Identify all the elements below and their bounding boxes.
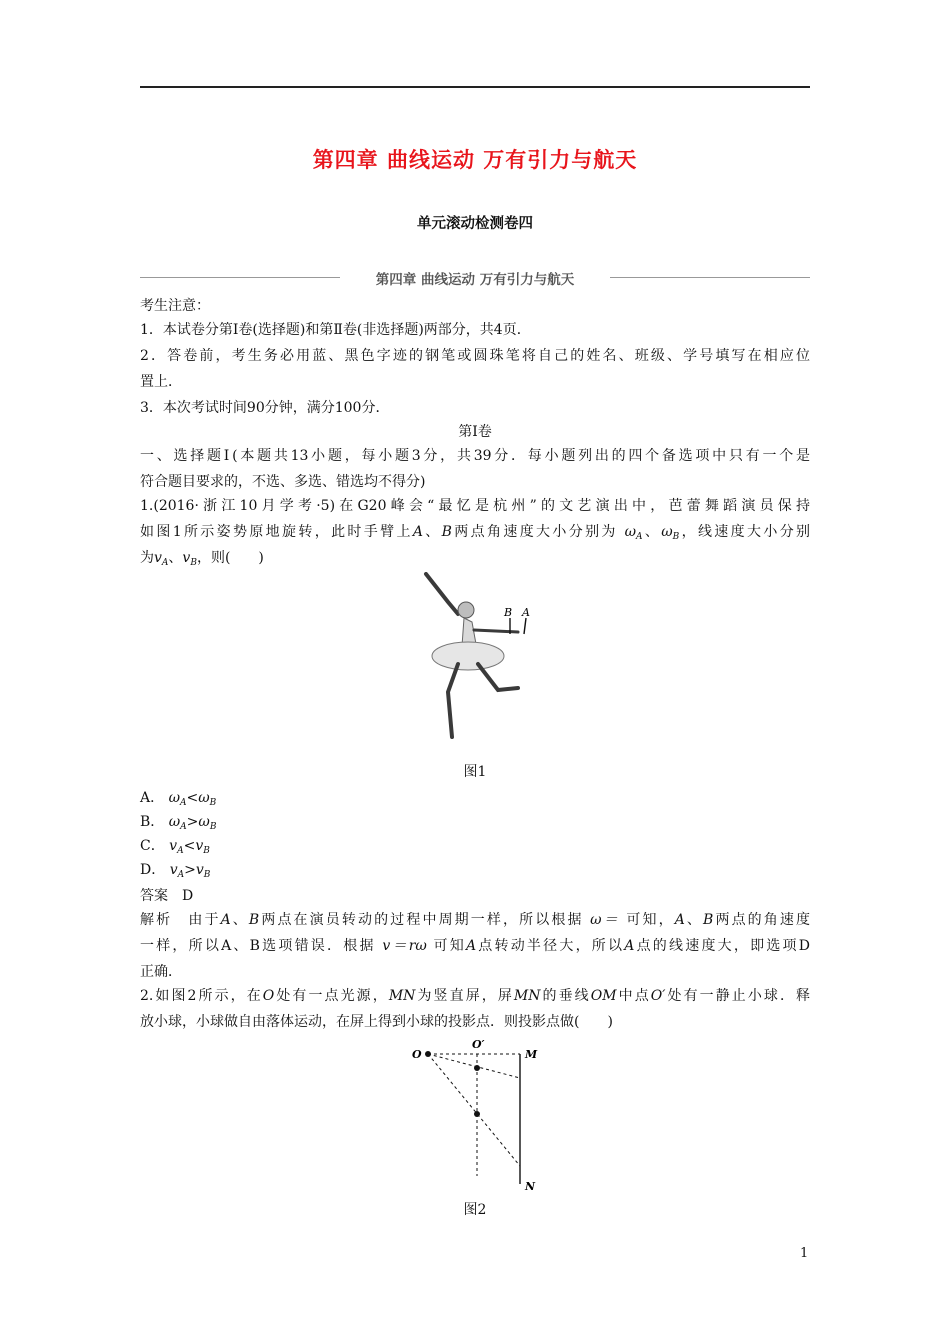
q2-sym: MN	[513, 988, 541, 1004]
option-sub: B	[209, 798, 217, 808]
part1-title: 第Ⅰ卷	[458, 424, 492, 440]
q2-line2: 放小球，小球做自由落体运动，在屏上得到小球的投影点．则投影点做( )	[140, 1014, 613, 1030]
option-sym: ω	[198, 814, 210, 830]
figure2-label-Oprime: O′	[472, 1038, 485, 1051]
q1-sym: B	[441, 524, 452, 540]
option-sub: A	[177, 870, 185, 880]
ballerina-figure	[418, 572, 538, 752]
q1-option-d[interactable]	[140, 860, 210, 885]
analysis-text: 点转动半径大，所以	[476, 938, 625, 954]
separator-line-right	[610, 277, 810, 278]
option-sub: A	[177, 846, 184, 856]
q1-sub: A	[161, 558, 169, 568]
option-sym: v	[169, 862, 178, 878]
q2-text: 中点	[616, 988, 651, 1004]
option-sub: A	[180, 798, 187, 808]
analysis-sym: A	[624, 938, 635, 954]
q1-sub: B	[672, 532, 680, 542]
q2-text: 2.如图2所示，在	[140, 988, 263, 1004]
section1-line2: 符合题目要求的，不选、多选、错选均不得分)	[140, 474, 426, 490]
page-number: 1	[800, 1246, 809, 1261]
q1-text: ，线速度大小分别	[679, 524, 811, 540]
option-sym: ω	[198, 790, 210, 806]
q1-sub: B	[190, 558, 197, 568]
analysis-sym: A	[674, 912, 685, 928]
q1-analysis-line3: 正确．	[140, 964, 182, 980]
figure1-label-A: A	[522, 606, 530, 619]
option-sub: B	[203, 870, 211, 880]
option-label: C．	[140, 838, 165, 854]
analysis-formula: ω＝	[590, 912, 620, 928]
analysis-text: 可知，	[626, 912, 675, 928]
analysis-sym: B	[248, 912, 260, 928]
separator-text: 第四章 曲线运动 万有引力与航天	[375, 272, 575, 288]
analysis-text: 一样，所以A、B选项错误．根据	[140, 938, 376, 954]
figure1-label-B: B	[504, 606, 513, 619]
q2-sym: OM	[590, 988, 617, 1004]
figure2-caption: 图2	[463, 1202, 487, 1218]
q1-sym: v	[182, 550, 191, 566]
q1-sym: ω	[661, 524, 673, 540]
analysis-sym: A	[220, 912, 231, 928]
option-label: A．	[140, 790, 165, 806]
note-item-2-cont: 置上．	[140, 374, 182, 390]
option-sym: v	[195, 838, 204, 854]
header-rule	[140, 86, 810, 88]
q1-option-b[interactable]	[140, 812, 216, 837]
note-item-1: 1．本试卷分第Ⅰ卷(选择题)和第Ⅱ卷(非选择题)两部分，共4页．	[140, 322, 531, 338]
figure2-label-N: N	[525, 1180, 536, 1193]
option-rel: <	[186, 790, 199, 806]
analysis-text: 、	[230, 912, 249, 928]
option-sym: ω	[168, 790, 180, 806]
q1-line1: 1.(2016·浙江10月学考·5)在G20峰会“最忆是杭州”的文艺演出中，芭蕾舞蹈演员保持	[140, 498, 810, 514]
chapter-title: 第四章 曲线运动 万有引力与航天	[312, 148, 638, 172]
analysis-sym: B	[703, 912, 714, 928]
q2-text: 的垂线	[540, 988, 591, 1004]
q1-answer: 答案 D	[140, 888, 194, 904]
q1-text: 、	[422, 524, 442, 540]
option-sym: v	[195, 862, 204, 878]
option-label: D．	[140, 862, 166, 878]
projection-diagram	[404, 1036, 544, 1196]
option-label: B．	[140, 814, 165, 830]
analysis-text: 点的线速度大，即选项D	[634, 938, 811, 954]
figure1-caption: 图1	[463, 764, 487, 780]
notes-heading: 考生注意：	[140, 298, 210, 314]
q1-text: 为	[140, 550, 154, 566]
analysis-formula: v＝rω	[382, 938, 427, 954]
q1-text: 、	[642, 524, 662, 540]
q1-sym: A	[412, 524, 423, 540]
q1-sym: v	[154, 550, 162, 566]
q2-text: 为竖直屏，屏	[415, 988, 514, 1004]
option-rel: >	[184, 862, 196, 878]
q1-text: 如图1所示姿势原地旋转，此时手臂上	[140, 524, 413, 540]
option-sub: A	[180, 822, 187, 832]
analysis-text: 两点的角速度	[713, 912, 811, 928]
q1-option-c[interactable]	[140, 836, 210, 861]
q1-sym: ω	[624, 524, 637, 540]
figure2-label-O: O	[412, 1048, 422, 1061]
q1-text: 、	[168, 550, 183, 566]
option-rel: >	[186, 814, 199, 830]
option-rel: <	[183, 838, 196, 854]
q1-analysis-line2	[140, 936, 810, 956]
q2-sym: O′	[650, 988, 666, 1004]
figure2-label-M: M	[525, 1048, 538, 1061]
analysis-text: 、	[684, 912, 704, 928]
section1-line1: 一、选择题Ⅰ(本题共13小题，每小题3分，共39分．每小题列出的四个备选项中只有一个是	[140, 448, 810, 464]
analysis-text: 可知	[433, 938, 466, 954]
analysis-text: 两点在演员转动的过程中周期一样，所以根据	[259, 912, 584, 928]
analysis-text: 解析 由于	[140, 912, 221, 928]
q1-option-a[interactable]	[140, 788, 216, 813]
option-sub: B	[203, 846, 210, 856]
q2-sym: MN	[388, 988, 416, 1004]
option-sym: ω	[168, 814, 181, 830]
q1-line3	[140, 548, 264, 573]
unit-title: 单元滚动检测卷四	[417, 216, 533, 232]
q1-text: 两点角速度大小分别为	[451, 524, 618, 540]
section-separator	[140, 268, 810, 288]
q2-text: 处有一点光源，	[274, 988, 389, 1004]
note-item-3: 3．本次考试时间90分钟，满分100分．	[140, 400, 390, 416]
q1-analysis-line1	[140, 910, 810, 930]
separator-line-left	[140, 277, 340, 278]
option-sub: B	[209, 822, 217, 832]
note-item-2: 2．答卷前，考生务必用蓝、黑色字迹的钢笔或圆珠笔将自己的姓名、班级、学号填写在相应位	[140, 348, 810, 364]
q2-text: 处有一静止小球．释	[665, 988, 811, 1004]
q1-sub: A	[636, 532, 643, 542]
q2-sym: O	[262, 988, 275, 1004]
analysis-sym: A	[465, 938, 477, 954]
q1-line2	[140, 522, 810, 547]
q2-line1	[140, 986, 810, 1006]
option-sym: v	[169, 838, 178, 854]
q1-text: ，则( )	[196, 550, 264, 566]
